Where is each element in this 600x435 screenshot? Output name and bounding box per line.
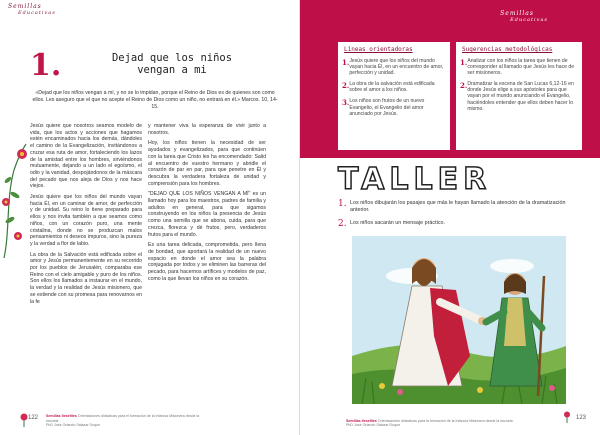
item-text: Analizar con los niños la tarea que tienen de corresponder al llamado que Jesús les hace de ser misioneros. (467, 58, 575, 77)
paragraph: Es una tarea delicada, comprometida, pero llena de bondad, que aportará la realidad de un nuevo espacio en donde el amor sea la palabra conjugada por todos y se eliminen las barreras del pecado, para hacernos artífices y modelos de paz, como la que llevan los niños en su corazón. (148, 242, 266, 282)
page-footer (46, 414, 206, 428)
paragraph: Jesús quiere que los niños del mundo vayan hacia Él, en un caminar de amor, de perfección y de unidad. Su reino lo tiene preparado para ellos y nos invita también a que seamos como niños, con un corazón puro, una mente cristalina, donde no se produzcan malos pensamientos ni deseos impuros, sino la pureza y la verdad a flor de labio. (30, 194, 142, 247)
brand-logo (8, 3, 56, 16)
guidelines-box (338, 42, 450, 150)
item-text: La obra de la salvación está edificada sobre el amor a los niños. (349, 81, 435, 94)
list-item (460, 81, 579, 111)
footer-text: Orientaciones didácticas para la formación de la Infancia Misionera desde la escuela (377, 418, 513, 423)
title-line-2: vengan a mi (137, 64, 207, 76)
text-column-2 (148, 123, 266, 286)
bible-quote: «Dejad que los niños vengan a mí, y no se lo impidan, porque el Reino de Dios es de quienes son como ellos. Les aseguro que el que no acepte el Reino de Dios como un niño, no entrará en él.» Marcos. 10, 14-15. (32, 90, 278, 110)
paragraph: Hoy, los niños tienen la necesidad de ser ayudados y evangelizados, para que continúen con la tarea que Cristo les ha encomendado: Salid al encuentro de vuestro hermano y abridle el corazón de par en par, para que penetre en Él y descubra la verdadera fortaleza de unidad y comprensión para los hombres. (148, 140, 266, 187)
list-item (342, 98, 447, 116)
item-number: 2. (338, 219, 347, 230)
list-item (338, 219, 568, 229)
list-item (342, 81, 447, 93)
brand-line-1: Semillas (8, 3, 42, 10)
footer-title: Semillas Ilesefiles (346, 418, 377, 423)
brand-logo (500, 10, 548, 23)
page-footer (346, 419, 526, 428)
footer-title: Semillas Ilesefiles (46, 414, 77, 419)
paragraph: La obra de la Salvación está edificada sobre el amor y Jesús permanentemente en su recorrido por los pueblos de Jerusalén, comparaba ese Reino con el cielo amigable y puro de los niños. Son ellos los llamados a instaurar en el mundo, la verdad y la realidad de Jesús misionero, que se extiende con su promesa para renovarnos en la fe (30, 251, 142, 305)
small-flower-icon (18, 413, 30, 427)
brand-line-2: Educativas (18, 10, 56, 16)
paragraph: "DEJAD QUE LOS NIÑOS VENGAN A MÍ" es un llamado hoy para los maestros, padres de familia y adultos en general, para que sigamos construyendo en los niños la presencia de Jesús como una semilla que se abona, cuida, para que crezca, florezca y dé frutos, pero, verdaderos frutos para el mundo. (148, 191, 266, 238)
list-item (338, 199, 568, 213)
guidelines-list (342, 58, 447, 122)
flower-branch-icon (0, 140, 32, 260)
footer-text: Orientaciones didácticas para el formación de la Infancia Misionera desde la escuela (46, 414, 200, 423)
item-number: 3. (342, 98, 350, 108)
text-column-1 (30, 123, 142, 309)
lesson-title (92, 52, 252, 76)
method-box (456, 42, 582, 150)
guidelines-title: Líneas orientadoras (344, 46, 413, 53)
footer-author: PhD José Orlando Salazar Duque (46, 423, 101, 428)
title-line-1: Dejad que los niños (111, 52, 233, 64)
item-text: Dramatizar la escena de San Lucas 6,12-16 en donde Jesús elige a sus apóstoles para que vayan por el mundo anunciando el Evangelio, haciéndoles entender que ellos deben hacer lo mismo. (467, 81, 574, 112)
workshop-title: TALLER (338, 162, 492, 197)
brand-line-1: Semillas (500, 10, 534, 17)
workshop-list (338, 199, 568, 235)
footer-author: PhD José Orlando Salazar Duque (346, 423, 401, 428)
right-page (300, 0, 600, 435)
list-item (342, 58, 447, 76)
item-text: Los niños sacarán un mensaje práctico. (350, 220, 445, 227)
item-text: Jesús quiere que los niños del mundo vayan hacia Él, en un encuentro de amor, perfección y unidad. (349, 58, 444, 77)
item-number: 2. (342, 81, 350, 91)
brand-line-2: Educativas (510, 17, 548, 23)
item-number: 1. (338, 199, 347, 209)
list-item (460, 58, 579, 76)
item-number: 2. (460, 81, 468, 91)
paragraph: y mantener viva la esperanza de vivir junto a nosotros. (148, 123, 266, 136)
lesson-number: 1. (30, 48, 62, 83)
item-number: 1. (460, 58, 468, 67)
paragraph: Jesús quiere que nosotros seamos modelo de vida, que los actos y acciones que hagamos estén encaminados hacia los demás, dándoles el camino de la Evangelización, invitándonos a cruzar esa ruta de amor, fortaleciendo los lazos de la amistad entre los hombres, sirviéndonos mutuamente, dejando a un lado el egoísmo, el odio y la vanidad, despojándonos de la máscara del pecado que nos aleja de Dios y nos hace viejos. (30, 123, 142, 190)
page-number: 122 (28, 415, 39, 421)
method-list (460, 58, 579, 117)
method-title: Sugerencias metodológicas (462, 46, 553, 53)
item-number: 1. (342, 58, 350, 67)
page-number: 123 (575, 415, 586, 421)
small-flower-icon (562, 411, 572, 423)
jesus-illustration (352, 236, 566, 404)
item-text: Los niños son frutos de un nuevo Evangelio, el Evangelio del amor anunciado por Jesús. (349, 98, 425, 117)
item-text: Los niños dibujarán los pasajes que más le hayan llamado la atención de la dramatización anterior. (350, 200, 566, 213)
